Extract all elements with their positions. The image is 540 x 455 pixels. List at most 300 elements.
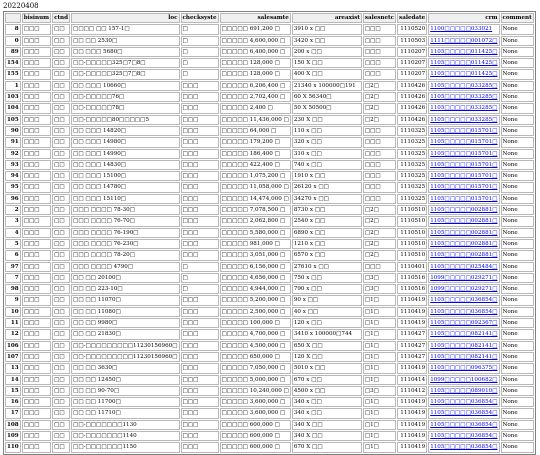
comment-cell: None bbox=[501, 92, 534, 102]
ctnd-cell: □□ bbox=[52, 408, 70, 418]
crm-link[interactable]: 1105□□□□□089010□ bbox=[428, 386, 499, 396]
areaxist-cell: 110 x □□ bbox=[292, 126, 362, 136]
loc-cell: □□ □□□ 14780□ bbox=[71, 182, 179, 192]
salesamte-cell: □□□□□ 4,700,000 □ bbox=[220, 329, 291, 339]
bisinum-cell: □□□ bbox=[22, 194, 51, 204]
bisinum-cell: □□□ bbox=[22, 442, 51, 452]
areaxist-cell: 6570 x □□ bbox=[292, 250, 362, 260]
salesamte-cell: □□□□□ 186,400 □ bbox=[220, 149, 291, 159]
salesnetc-cell: □1□ bbox=[363, 420, 396, 430]
saledate-cell: 1110325 bbox=[397, 160, 427, 170]
salesamte-cell: □□□□□ 2,500,000 □ bbox=[220, 307, 291, 317]
ctnd-cell: □□ bbox=[52, 284, 70, 294]
table-row bbox=[5, 149, 534, 159]
checksyste-cell: □□□ bbox=[181, 375, 219, 385]
table-header-row bbox=[5, 13, 534, 23]
row-index: 96 bbox=[5, 194, 21, 204]
areaxist-cell: 8730 x □□ bbox=[292, 205, 362, 215]
column-header-index bbox=[5, 13, 21, 23]
row-index: 11 bbox=[5, 318, 21, 328]
row-index: 91 bbox=[5, 137, 21, 147]
loc-cell: □□ □□□ 14980□ bbox=[71, 137, 179, 147]
comment-cell: None bbox=[501, 442, 534, 452]
comment-cell: None bbox=[501, 171, 534, 181]
comment-cell: None bbox=[501, 24, 534, 34]
bisinum-cell: □□□ bbox=[22, 24, 51, 34]
row-index: 97 bbox=[5, 262, 21, 272]
table-row bbox=[5, 24, 534, 34]
ctnd-cell: □□ bbox=[52, 341, 70, 351]
loc-cell: □□ □□ 223-10□ bbox=[71, 284, 179, 294]
salesnetc-cell: □2□ bbox=[363, 216, 396, 226]
salesnetc-cell: □1□ bbox=[363, 341, 396, 351]
table-row bbox=[5, 171, 534, 181]
crm-link[interactable]: 1099□□□□□100682□ bbox=[428, 375, 499, 385]
ctnd-cell: □□ bbox=[52, 47, 70, 57]
comment-cell: None bbox=[501, 397, 534, 407]
salesamte-cell: □□□□□ 4,656,000 □ bbox=[220, 273, 291, 283]
checksyste-cell: □ bbox=[181, 47, 219, 57]
areaxist-cell: 340 X □□ bbox=[292, 420, 362, 430]
loc-cell: □□-□□□□□325□7□8□ bbox=[71, 58, 179, 68]
areaxist-cell: 1910 x □□ bbox=[292, 171, 362, 181]
checksyste-cell: □□□ bbox=[181, 386, 219, 396]
crm-link[interactable]: 1105□□□□□082141□ bbox=[428, 329, 499, 339]
areaxist-cell: 120 X □□ bbox=[292, 352, 362, 362]
bisinum-cell: □□□ bbox=[22, 318, 51, 328]
crm-link[interactable]: 1105□□□□□036854□ bbox=[428, 307, 499, 317]
comment-cell: None bbox=[501, 386, 534, 396]
crm-link[interactable]: 1105□□□□□002881□ bbox=[428, 216, 499, 226]
crm-link[interactable]: 1105□□□□□036854□ bbox=[428, 420, 499, 430]
crm-link[interactable]: 1105□□□□□002881□ bbox=[428, 228, 499, 238]
checksyste-cell: □□□ bbox=[181, 307, 219, 317]
row-index: 104 bbox=[5, 103, 21, 113]
row-index: 3 bbox=[5, 216, 21, 226]
loc-cell: □□ □□ 11070□ bbox=[71, 295, 179, 305]
table-row bbox=[5, 205, 534, 215]
crm-link[interactable]: 1105□□□□□096375□ bbox=[428, 363, 499, 373]
crm-link[interactable]: 1105□□□□□036854□ bbox=[428, 442, 499, 452]
salesamte-cell: □□□□□ 600,000 □ bbox=[220, 420, 291, 430]
bisinum-cell: □□□ bbox=[22, 363, 51, 373]
comment-cell: None bbox=[501, 250, 534, 260]
loc-cell: □□-□□□□□80□□□□□5 bbox=[71, 115, 179, 125]
checksyste-cell: □ bbox=[181, 24, 219, 34]
salesnetc-cell: □3□ bbox=[363, 284, 396, 294]
crm-link[interactable]: 1105□□□□□011425□ bbox=[428, 58, 499, 68]
salesnetc-cell: □□□ bbox=[363, 47, 396, 57]
areaxist-cell: 670 X □□ bbox=[292, 442, 362, 452]
saledate-cell: 1110207 bbox=[397, 69, 427, 79]
bisinum-cell: □□□ bbox=[22, 307, 51, 317]
salesnetc-cell: □2□ bbox=[363, 239, 396, 249]
loc-cell: □□ □□ 3630□ bbox=[71, 363, 179, 373]
row-index: 1 bbox=[5, 81, 21, 91]
comment-cell: None bbox=[501, 194, 534, 204]
bisinum-cell: □□□ bbox=[22, 352, 51, 362]
areaxist-cell: 750 x □□ bbox=[292, 273, 362, 283]
areaxist-cell: 400 X □□ bbox=[292, 69, 362, 79]
loc-cell: □□□ □□□□ 76-190□ bbox=[71, 228, 179, 238]
ctnd-cell: □□ bbox=[52, 431, 70, 441]
salesnetc-cell: □2□ bbox=[363, 228, 396, 238]
areaxist-cell: 340 X □□ bbox=[292, 431, 362, 441]
column-header-ctnd: ctnd bbox=[52, 13, 70, 23]
row-index: 6 bbox=[5, 250, 21, 260]
crm-link[interactable]: 1105□□□□□036854□ bbox=[428, 431, 499, 441]
bisinum-cell: □□□ bbox=[22, 375, 51, 385]
loc-cell: □□□ □□□□ 76-70□ bbox=[71, 216, 179, 226]
loc-cell: □□-□□□□□□□□□11230156960□ bbox=[71, 352, 179, 362]
checksyste-cell: □ bbox=[181, 262, 219, 272]
salesamte-cell: □□□□□ 2,702,400 □ bbox=[220, 92, 291, 102]
row-index: 14 bbox=[5, 375, 21, 385]
crm-link[interactable]: 1105□□□□□033285□ bbox=[428, 81, 499, 91]
areaxist-cell: 5010 x □□ bbox=[292, 363, 362, 373]
row-index: 93 bbox=[5, 160, 21, 170]
salesamte-cell: □□□□□ 64,000 □ bbox=[220, 126, 291, 136]
areaxist-cell: 790 x □□ bbox=[292, 284, 362, 294]
table-row bbox=[5, 386, 534, 396]
checksyste-cell: □□□ bbox=[181, 115, 219, 125]
bisinum-cell: □□□ bbox=[22, 92, 51, 102]
salesnetc-cell: □2□ bbox=[363, 250, 396, 260]
salesamte-cell: □□□□□ 6,156,000 □ bbox=[220, 262, 291, 272]
loc-cell: □□ □□□ 15100□ bbox=[71, 171, 179, 181]
salesamte-cell: □□□□□ 11,436,000 □ bbox=[220, 115, 291, 125]
column-header-crm: crm bbox=[428, 13, 499, 23]
areaxist-cell: 3420 x □□ bbox=[292, 36, 362, 46]
areaxist-cell: 60 X 56340□ bbox=[292, 92, 362, 102]
areaxist-cell: 40 x □□ bbox=[292, 307, 362, 317]
column-header-loc: loc bbox=[71, 13, 179, 23]
crm-link[interactable]: 1105□□□□□015701□ bbox=[428, 126, 499, 136]
row-index: 8 bbox=[5, 24, 21, 34]
bisinum-cell: □□□ bbox=[22, 216, 51, 226]
row-index: 89 bbox=[5, 47, 21, 57]
salesnetc-cell: □□□ bbox=[363, 262, 396, 272]
table-row bbox=[5, 307, 534, 317]
areaxist-cell: 4500 x □□ bbox=[292, 386, 362, 396]
saledate-cell: 1110414 bbox=[397, 375, 427, 385]
row-index: 12 bbox=[5, 329, 21, 339]
salesnetc-cell: □1□ bbox=[363, 431, 396, 441]
comment-cell: None bbox=[501, 329, 534, 339]
checksyste-cell: □ bbox=[181, 273, 219, 283]
comment-cell: None bbox=[501, 160, 534, 170]
saledate-cell: 1110426 bbox=[397, 92, 427, 102]
loc-cell: □□ □□□ 10660□ bbox=[71, 81, 179, 91]
salesnetc-cell: □1□ bbox=[363, 318, 396, 328]
saledate-cell: 1110325 bbox=[397, 194, 427, 204]
areaxist-cell: 670 x □□ bbox=[292, 375, 362, 385]
table-row bbox=[5, 318, 534, 328]
row-index: 5 bbox=[5, 239, 21, 249]
bisinum-cell: □□□ bbox=[22, 284, 51, 294]
salesamte-cell: □□□□□ 2,062,800 □ bbox=[220, 216, 291, 226]
crm-link[interactable]: 1105□□□□□033285□ bbox=[428, 103, 499, 113]
salesamte-cell: □□□□□ 10,240,000 □ bbox=[220, 386, 291, 396]
crm-link[interactable]: 1099□□□□□029271□ bbox=[428, 273, 499, 283]
salesamte-cell: □□□□□ 4,944,000 □ bbox=[220, 284, 291, 294]
saledate-cell: 1110427 bbox=[397, 329, 427, 339]
checksyste-cell: □ bbox=[181, 284, 219, 294]
comment-cell: None bbox=[501, 81, 534, 91]
row-index: 17 bbox=[5, 408, 21, 418]
areaxist-cell: 340 x □□ bbox=[292, 397, 362, 407]
bisinum-cell: □□□ bbox=[22, 205, 51, 215]
comment-cell: None bbox=[501, 420, 534, 430]
ctnd-cell: □□ bbox=[52, 216, 70, 226]
table-row bbox=[5, 115, 534, 125]
saledate-cell: 1110427 bbox=[397, 352, 427, 362]
table-row bbox=[5, 239, 534, 249]
loc-cell: □□ □□ 20100□ bbox=[71, 273, 179, 283]
crm-link[interactable]: 1105□□□□□015701□ bbox=[428, 149, 499, 159]
salesamte-cell: □□□□□ 179,200 □ bbox=[220, 137, 291, 147]
ctnd-cell: □□ bbox=[52, 420, 70, 430]
row-index: 98 bbox=[5, 284, 21, 294]
crm-link[interactable]: 1105□□□□□025484□ bbox=[428, 262, 499, 272]
bisinum-cell: □□□ bbox=[22, 36, 51, 46]
salesamte-cell: □□□□□ 5,000,000 □ bbox=[220, 375, 291, 385]
salesamte-cell: □□□□□ 7,078,500 □ bbox=[220, 205, 291, 215]
ctnd-cell: □□ bbox=[52, 386, 70, 396]
salesamte-cell: □□□□□ 3,600,000 □ bbox=[220, 408, 291, 418]
salesamte-cell: □□□□□ 3,051,000 □ bbox=[220, 250, 291, 260]
crm-link[interactable]: 1105□□□□□002881□ bbox=[428, 239, 499, 249]
checksyste-cell: □ bbox=[181, 58, 219, 68]
row-index: 94 bbox=[5, 171, 21, 181]
salesamte-cell: □□□□□ 5,200,000 □ bbox=[220, 295, 291, 305]
salesnetc-cell: □□□ bbox=[363, 182, 396, 192]
salesnetc-cell: □□□ bbox=[363, 171, 396, 181]
checksyste-cell: □□□ bbox=[181, 420, 219, 430]
ctnd-cell: □□ bbox=[52, 329, 70, 339]
crm-link[interactable]: 1105□□□□□015701□ bbox=[428, 182, 499, 192]
ctnd-cell: □□ bbox=[52, 137, 70, 147]
comment-cell: None bbox=[501, 69, 534, 79]
areaxist-cell: 200 x □□ bbox=[292, 47, 362, 57]
bisinum-cell: □□□ bbox=[22, 69, 51, 79]
comment-cell: None bbox=[501, 149, 534, 159]
bisinum-cell: □□□ bbox=[22, 431, 51, 441]
table-row bbox=[5, 431, 534, 441]
salesnetc-cell: □□□ bbox=[363, 160, 396, 170]
checksyste-cell: □ bbox=[181, 69, 219, 79]
table-row bbox=[5, 103, 534, 113]
row-index: 108 bbox=[5, 420, 21, 430]
table-row bbox=[5, 126, 534, 136]
salesnetc-cell: □2□ bbox=[363, 81, 396, 91]
checksyste-cell: □ bbox=[181, 36, 219, 46]
ctnd-cell: □□ bbox=[52, 69, 70, 79]
checksyste-cell: □□□ bbox=[181, 103, 219, 113]
bisinum-cell: □□□ bbox=[22, 81, 51, 91]
row-index: 110 bbox=[5, 442, 21, 452]
crm-link[interactable]: 1105□□□□□015701□ bbox=[428, 171, 499, 181]
ctnd-cell: □□ bbox=[52, 228, 70, 238]
checksyste-cell: □□□ bbox=[181, 341, 219, 351]
crm-link[interactable]: 1105□□□□□036854□ bbox=[428, 397, 499, 407]
crm-link[interactable]: 1105□□□□□015701□ bbox=[428, 137, 499, 147]
ctnd-cell: □□ bbox=[52, 126, 70, 136]
crm-link[interactable]: 1105□□□□□002881□ bbox=[428, 250, 499, 260]
row-index: 16 bbox=[5, 397, 21, 407]
loc-cell: □□-□□□□□□□1150 bbox=[71, 442, 179, 452]
areaxist-cell: 50 X 50500□ bbox=[292, 103, 362, 113]
bisinum-cell: □□□ bbox=[22, 295, 51, 305]
areaxist-cell: 230 X □□ bbox=[292, 115, 362, 125]
table-row bbox=[5, 228, 534, 238]
saledate-cell: 1110419 bbox=[397, 431, 427, 441]
table-body bbox=[5, 24, 534, 452]
table-row bbox=[5, 47, 534, 57]
areaxist-cell: 6890 x □□ bbox=[292, 228, 362, 238]
table-row bbox=[5, 397, 534, 407]
comment-cell: None bbox=[501, 307, 534, 317]
salesnetc-cell: □2□ bbox=[363, 205, 396, 215]
loc-cell: □□□ □□□□ 78-20□ bbox=[71, 250, 179, 260]
salesnetc-cell: □1□ bbox=[363, 363, 396, 373]
ctnd-cell: □□ bbox=[52, 250, 70, 260]
saledate-cell: 1110520 bbox=[397, 24, 427, 34]
saledate-cell: 1110510 bbox=[397, 205, 427, 215]
comment-cell: None bbox=[501, 431, 534, 441]
crm-link[interactable]: 1099□□□□□029271□ bbox=[428, 284, 499, 294]
column-header-bisinum: bisinum bbox=[22, 13, 51, 23]
salesamte-cell: □□□□□ 600,000 □ bbox=[220, 431, 291, 441]
salesnetc-cell: □□□ bbox=[363, 126, 396, 136]
ctnd-cell: □□ bbox=[52, 24, 70, 34]
crm-link[interactable]: 1105□□□□□036854□ bbox=[428, 408, 499, 418]
salesamte-cell: □□□□□ 128,000 □ bbox=[220, 58, 291, 68]
checksyste-cell: □□□ bbox=[181, 318, 219, 328]
saledate-cell: 1110401 bbox=[397, 262, 427, 272]
crm-link[interactable]: 1105□□□□□082141□ bbox=[428, 352, 499, 362]
bisinum-cell: □□□ bbox=[22, 239, 51, 249]
loc-cell: □□ □□□ 14820□ bbox=[71, 126, 179, 136]
crm-link[interactable]: 1105□□□□□036854□ bbox=[428, 295, 499, 305]
salesamte-cell: □□□□□ 981,000 □ bbox=[220, 239, 291, 249]
row-index: 15 bbox=[5, 386, 21, 396]
salesnetc-cell: □□□ bbox=[363, 36, 396, 46]
crm-link[interactable]: 1100□□□□□033021 bbox=[428, 24, 499, 34]
bisinum-cell: □□□ bbox=[22, 228, 51, 238]
checksyste-cell: □□□ bbox=[181, 171, 219, 181]
salesamte-cell: □□□□□ 650,000 □ bbox=[220, 352, 291, 362]
table-row bbox=[5, 273, 534, 283]
crm-link[interactable]: 1105□□□□□033285□ bbox=[428, 92, 499, 102]
comment-cell: None bbox=[501, 216, 534, 226]
bisinum-cell: □□□ bbox=[22, 58, 51, 68]
salesnetc-cell: □1□ bbox=[363, 307, 396, 317]
crm-link[interactable]: 1105□□□□□082141□ bbox=[428, 341, 499, 351]
table-row bbox=[5, 352, 534, 362]
bisinum-cell: □□□ bbox=[22, 115, 51, 125]
loc-cell: □□ □□□ 14990□ bbox=[71, 149, 179, 159]
salesnetc-cell: □□□ bbox=[363, 24, 396, 34]
ctnd-cell: □□ bbox=[52, 182, 70, 192]
ctnd-cell: □□ bbox=[52, 363, 70, 373]
loc-cell: □□ □□ 2530□ bbox=[71, 36, 179, 46]
salesamte-cell: □□□□□ 6,400,000 □ bbox=[220, 47, 291, 57]
comment-cell: None bbox=[501, 36, 534, 46]
column-header-checksyste: checksyste bbox=[181, 13, 219, 23]
loc-cell: □□□□ □□ 157-1□ bbox=[71, 24, 179, 34]
ctnd-cell: □□ bbox=[52, 318, 70, 328]
bisinum-cell: □□□ bbox=[22, 182, 51, 192]
checksyste-cell: □□□ bbox=[181, 137, 219, 147]
areaxist-cell: 340 x □□ bbox=[292, 408, 362, 418]
table-row bbox=[5, 194, 534, 204]
checksyste-cell: □□□ bbox=[181, 149, 219, 159]
crm-link[interactable]: 1105□□□□□002881□ bbox=[428, 205, 499, 215]
ctnd-cell: □□ bbox=[52, 375, 70, 385]
salesnetc-cell: □□□ bbox=[363, 194, 396, 204]
table-row bbox=[5, 81, 534, 91]
saledate-cell: 1110426 bbox=[397, 103, 427, 113]
comment-cell: None bbox=[501, 115, 534, 125]
checksyste-cell: □□□ bbox=[181, 205, 219, 215]
crm-link[interactable]: 1105□□□□□011425□ bbox=[428, 69, 499, 79]
saledate-cell: 1110419 bbox=[397, 318, 427, 328]
salesnetc-cell: □2□ bbox=[363, 92, 396, 102]
bisinum-cell: □□□ bbox=[22, 397, 51, 407]
crm-link[interactable]: 1105□□□□□011425□ bbox=[428, 47, 499, 57]
comment-cell: None bbox=[501, 239, 534, 249]
crm-link[interactable]: 1105□□□□□015701□ bbox=[428, 194, 499, 204]
saledate-cell: 1110325 bbox=[397, 126, 427, 136]
loc-cell: □□ □□ 90-70□ bbox=[71, 386, 179, 396]
comment-cell: None bbox=[501, 103, 534, 113]
bisinum-cell: □□□ bbox=[22, 103, 51, 113]
bisinum-cell: □□□ bbox=[22, 149, 51, 159]
areaxist-cell: 3910 x □□ bbox=[292, 24, 362, 34]
column-header-salesnetc: salesnetc bbox=[363, 13, 396, 23]
crm-link[interactable]: 1111□□□□□001072□ bbox=[428, 36, 499, 46]
areaxist-cell: 310 x □□ bbox=[292, 149, 362, 159]
ctnd-cell: □□ bbox=[52, 149, 70, 159]
crm-link[interactable]: 1105□□□□□033285□ bbox=[428, 115, 499, 125]
salesamte-cell: □□□□□ 100,000 □ bbox=[220, 318, 291, 328]
crm-link[interactable]: 1105□□□□□015701□ bbox=[428, 160, 499, 170]
bisinum-cell: □□□ bbox=[22, 408, 51, 418]
comment-cell: None bbox=[501, 408, 534, 418]
table-row bbox=[5, 341, 534, 351]
areaxist-cell: 27610 x □□ bbox=[292, 262, 362, 272]
ctnd-cell: □□ bbox=[52, 92, 70, 102]
ctnd-cell: □□ bbox=[52, 58, 70, 68]
salesnetc-cell: □1□ bbox=[363, 352, 396, 362]
checksyste-cell: □□□ bbox=[181, 352, 219, 362]
table-row bbox=[5, 137, 534, 147]
crm-link[interactable]: 1105□□□□□092367□ bbox=[428, 318, 499, 328]
comment-cell: None bbox=[501, 318, 534, 328]
salesamte-cell: □□□□□ 1,075,200 □ bbox=[220, 171, 291, 181]
saledate-cell: 1110510 bbox=[397, 216, 427, 226]
comment-cell: None bbox=[501, 126, 534, 136]
areaxist-cell: 150 X □□ bbox=[292, 58, 362, 68]
loc-cell: □□ □□ 21830□ bbox=[71, 329, 179, 339]
loc-cell: □□-□□□□□□□1130 bbox=[71, 420, 179, 430]
checksyste-cell: □□□ bbox=[181, 92, 219, 102]
loc-cell: □□ □□ 9980□ bbox=[71, 318, 179, 328]
bisinum-cell: □□□ bbox=[22, 386, 51, 396]
comment-cell: None bbox=[501, 284, 534, 294]
comment-cell: None bbox=[501, 341, 534, 351]
